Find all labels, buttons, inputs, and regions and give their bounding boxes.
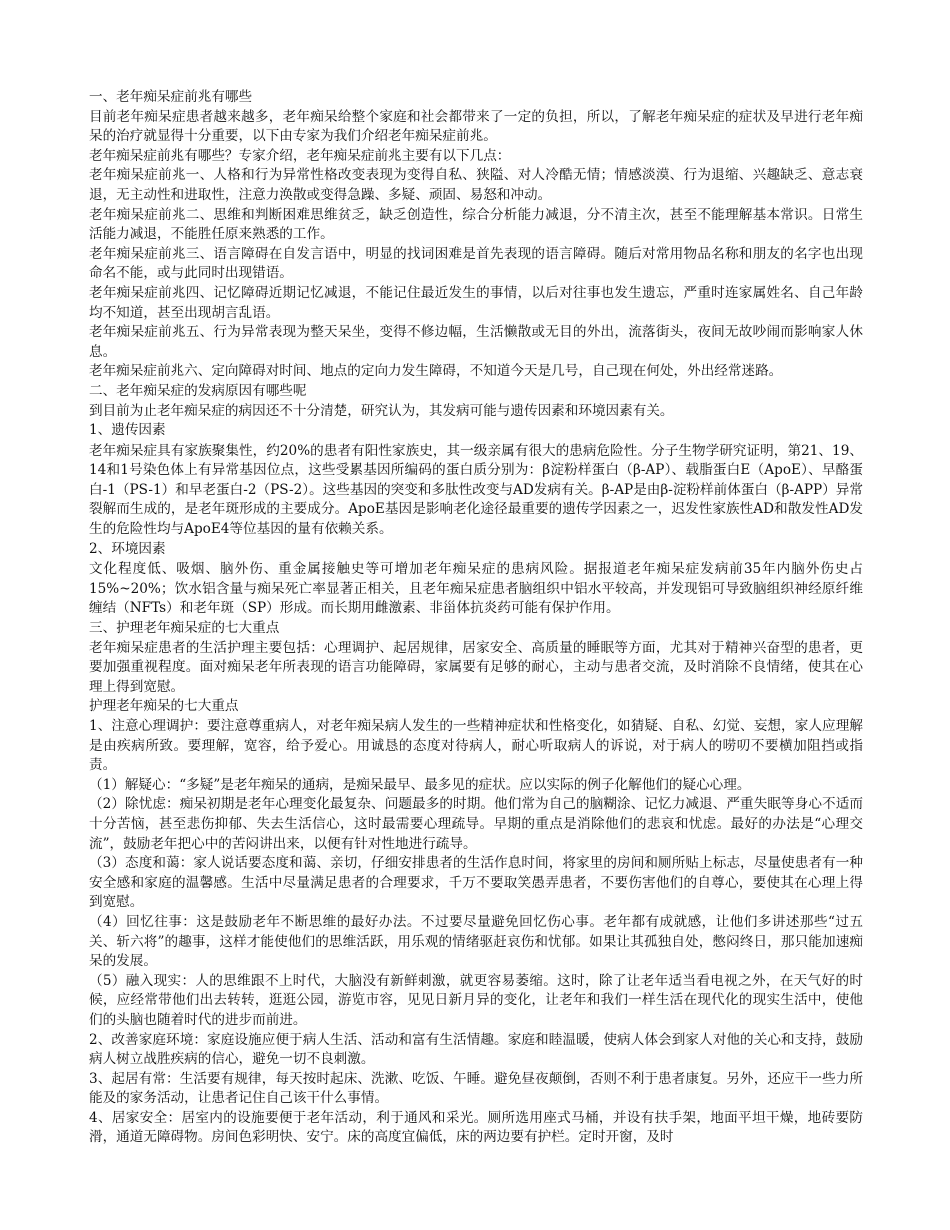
document-body [89, 88, 863, 1148]
paragraph: 老年痴呆症患者的生活护理主要包括：心理调护、起居规律，居家安全、高质量的睡眠等方面，尤其对于精神兴奋型的患者，更要加强重视程度。面对痴呆老年所表现的语言功能障碍，家属要有足够的耐心，主动与患者交流，及时消除不良情绪，使其在心理上得到宽慰。 [89, 639, 863, 695]
paragraph: 到目前为止老年痴呆症的病因还不十分清楚，研究认为，其发病可能与遗传因素和环境因素有关。 [89, 402, 674, 419]
paragraph: 老年痴呆症前兆一、人格和行为异常性格改变表现为变得自私、狭隘、对人冷酷无情；情感淡漠、行为退缩、兴趣缺乏、意志衰退，无主动性和进取性，注意力涣散或变得急躁、多疑、顽固、易怒和冲动。 [89, 167, 863, 203]
subheading-genetic: 1、遗传因素 [89, 422, 166, 439]
paragraph: （1）解疑心：“多疑”是老年痴呆的通病，是痴呆最早、最多见的症状。应以实际的例子化解他们的疑心心理。 [89, 776, 751, 793]
subheading-seven-points: 护理老年痴呆的七大重点 [89, 698, 239, 715]
paragraph: 老年痴呆症前兆六、定向障碍对时间、地点的定向力发生障碍，不知道今天是几号，自己现在何处，外出经常迷路。 [89, 363, 783, 380]
paragraph: 3、起居有常：生活要有规律，每天按时起床、洗漱、吃饭、午睡。避免昼夜颠倒，否则不利于患者康复。另外，还应干一些力所能及的家务活动，让患者记住自己该干什么事情。 [89, 1070, 863, 1107]
paragraph: 2、改善家庭环境：家庭设施应便于病人生活、活动和富有生活情趣。家庭和睦温暖，使病人体会到家人对他的关心和支持，鼓励病人树立战胜疾病的信心，避免一切不良刺激。 [89, 1031, 863, 1068]
section-heading-2: 二、老年痴呆症的发病原因有哪些呢 [89, 382, 307, 399]
paragraph: （2）除忧虑：痴呆初期是老年心理变化最复杂、问题最多的时期。他们常为自己的脑糊涂、记忆力减退、严重失眠等身心不适而十分苦恼，甚至悲伤抑郁、失去生活信心，这时最需要心理疏导。早期的重点是消除他们的悲哀和忧虑。最好的办法是“心理交流”，鼓励老年把心中的苦闷讲出来，以便有针对性地进行疏导。 [89, 796, 863, 852]
paragraph: 老年痴呆症前兆五、行为异常表现为整天呆坐，变得不修边幅，生活懒散或无目的外出，流落街头，夜间无故吵闹而影响家人休息。 [89, 324, 863, 360]
paragraph: 老年痴呆症前兆四、记忆障碍近期记忆减退，不能记住最近发生的事情，以后对往事也发生遗忘，严重时连家属姓名、自己年龄均不知道，甚至出现胡言乱语。 [89, 284, 863, 321]
paragraph: 目前老年痴呆症患者越来越多，老年痴呆给整个家庭和社会都带来了一定的负担，所以，了解老年痴呆症的症状及早进行老年痴呆的治疗就显得十分重要，以下由专家为我们介绍老年痴呆症前兆。 [89, 108, 863, 145]
paragraph: 老年痴呆症前兆有哪些？专家介绍，老年痴呆症前兆主要有以下几点： [89, 147, 511, 164]
section-heading-1: 一、老年痴呆症前兆有哪些 [89, 89, 253, 105]
paragraph: 老年痴呆症前兆三、语言障碍在自发言语中，明显的找词困难是首先表现的语言障碍。随后对常用物品名称和朋友的名字也出现命名不能，或与此同时出现错语。 [89, 245, 863, 282]
paragraph: 文化程度低、吸烟、脑外伤、重金属接触史等可增加老年痴呆症的患病风险。据报道老年痴呆症发病前35年内脑外伤史占15%~20%；饮水铝含量与痴呆死亡率显著正相关，且老年痴呆症患者脑组织中铝水平较高，并发现铝可导致脑组织神经原纤维缠结（NFTs）和老年斑（SP）形成。而长期用雌激素、非甾体抗炎药可能有保护作用。 [89, 561, 863, 617]
paragraph: （4）回忆往事：这是鼓励老年不断思维的最好办法。不过要尽量避免回忆伤心事。老年都有成就感，让他们多讲述那些“过五关、斩六将”的趣事，这样才能使他们的思维活跃，用乐观的情绪驱赶哀伤和忧郁。如果让其孤独自处，憋闷终日，那只能加速痴呆的发展。 [89, 913, 863, 970]
section-heading-3: 三、护理老年痴呆症的七大重点 [89, 620, 280, 637]
paragraph: 4、居家安全：居室内的设施要便于老年活动，利于通风和采光。厕所选用座式马桶，并设有扶手架，地面平坦干燥，地砖要防滑，通道无障碍物。房间色彩明快、安宁。床的高度宜偏低，床的两边要有护栏。定时开窗，及时 [89, 1109, 863, 1146]
subheading-environment: 2、环境因素 [89, 540, 166, 557]
paragraph: 老年痴呆症前兆二、思维和判断困难思维贫乏，缺乏创造性，综合分析能力减退，分不清主次，甚至不能理解基本常识。日常生活能力减退，不能胜任原来熟悉的工作。 [89, 206, 863, 243]
paragraph: 老年痴呆症具有家族聚集性，约20%的患者有阳性家族史，其一级亲属有很大的患病危险性。分子生物学研究证明，第21、19、14和1号染色体上有异常基因位点，这些受累基因所编码的蛋白质分别为：β淀粉样蛋白（β-AP）、载脂蛋白E（ApoE）、早酪蛋白-1（PS-1）和早老蛋白-2（PS-2）。这些基因的突变和多肽性改变与AD发病有关。β-AP是由β-淀粉样前体蛋白（β-APP）异常裂解而生成的，是老年斑形成的主要成分。ApoE基因是影响老化途径最重要的遗传学因素之一，迟发性家族性AD和散发性AD发生的危险性均与ApoE4等位基因的量有依赖关系。 [89, 442, 863, 538]
paragraph: 1、注意心理调护：要注意尊重病人，对老年痴呆病人发生的一些精神症状和性格变化，如猜疑、自私、幻觉、妄想，家人应理解是由疾病所致。要理解，宽容，给予爱心。用诚恳的态度对待病人，耐心听取病人的诉说，对于病人的唠叨不要横加阻挡或指责。 [89, 718, 863, 774]
paragraph: （3）态度和蔼：家人说话要态度和蔼、亲切，仔细安排患者的生活作息时间，将家里的房间和厕所贴上标志，尽量使患者有一种安全感和家庭的温馨感。生活中尽量满足患者的合理要求，千万不要取笑愚弄患者，不要伤害他们的自尊心，要使其在心理上得到宽慰。 [89, 855, 863, 911]
paragraph: （5）融入现实：人的思维跟不上时代，大脑没有新鲜刺激，就更容易萎缩。这时，除了让老年适当看电视之外，在天气好的时候，应经常带他们出去转转，逛逛公园，游览市容，见见日新月异的变化，让老年和我们一样生活在现代化的现实生活中，使他们的头脑也随着时代的进步而前进。 [89, 972, 863, 1028]
